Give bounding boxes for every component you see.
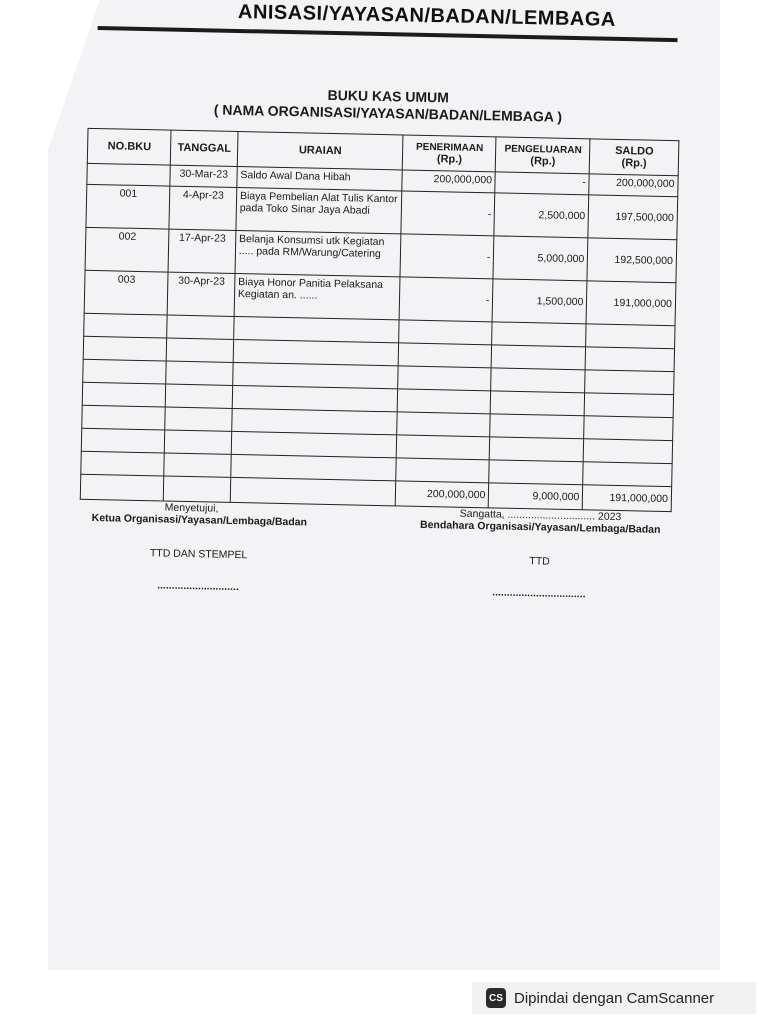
right-signature-block <box>414 507 666 602</box>
total-pengeluaran: 9,000,000 <box>489 483 583 510</box>
total-saldo: 191,000,000 <box>583 485 672 512</box>
opening-tanggal: 30-Mar-23 <box>170 165 237 187</box>
row-pengeluaran: 1,500,000 <box>493 279 588 324</box>
header-penerimaan-label: PENERIMAAN <box>415 141 484 154</box>
left-signature-line: ............................ <box>157 579 239 594</box>
header-tanggal: TANGGAL <box>171 130 238 166</box>
row-penerimaan: - <box>400 277 494 322</box>
row-penerimaan: - <box>400 234 494 279</box>
right-signer-title-text: Bendahara Organisasi/Yayasan/Lembaga/Badan <box>419 518 661 536</box>
opening-saldo: 200,000,000 <box>589 174 678 197</box>
camscanner-logo-icon: CS <box>486 988 506 1008</box>
header-uraian: URAIAN <box>237 131 403 169</box>
right-signature-line: ................................ <box>492 586 586 601</box>
left-signature-block <box>78 500 320 595</box>
header-pengeluaran-label: PENGELUARAN <box>504 143 582 156</box>
right-signature-note: TTD <box>529 555 550 568</box>
document-header: ANISASI/YAYASAN/BADAN/LEMBAGA <box>237 0 617 31</box>
document-subtitle: ( NAMA ORGANISASI/YAYASAN/BADAN/LEMBAGA ) <box>213 101 563 125</box>
row-pengeluaran: 2,500,000 <box>494 193 589 238</box>
right-place-date: Sangatta, .............................. 2023 <box>459 507 622 524</box>
header-pengeluaran <box>496 137 591 174</box>
bku-table <box>80 128 680 512</box>
row-no: 002 <box>85 227 169 272</box>
header-saldo <box>590 139 679 176</box>
row-pengeluaran: 5,000,000 <box>493 236 588 281</box>
total-penerimaan: 200,000,000 <box>396 481 490 508</box>
row-uraian: Biaya Honor Panitia Pelaksana Kegiatan an. ...... <box>234 273 400 319</box>
row-uraian: Belanja Konsumsi utk Kegiatan ..... pada RM/Warung/Catering <box>235 230 401 276</box>
left-signer-title-text: Ketua Organisasi/Yayasan/Lembaga/Badan <box>91 512 308 529</box>
left-signature-note: TTD DAN STEMPEL <box>149 547 248 562</box>
opening-penerimaan: 200,000,000 <box>402 170 495 193</box>
left-approval-label: Menyetujui, <box>164 501 219 515</box>
opening-uraian: Saldo Awal Dana Hibah <box>237 166 403 190</box>
row-tanggal: 30-Apr-23 <box>168 272 235 316</box>
document-title: BUKU KAS UMUM <box>327 86 450 106</box>
row-saldo: 192,500,000 <box>587 238 676 283</box>
header-saldo-label: SALDO <box>615 144 654 158</box>
row-uraian: Biaya Pembelian Alat Tulis Kantor pada Toko Sinar Jaya Abadi <box>236 187 402 233</box>
row-saldo: 191,000,000 <box>586 281 675 326</box>
row-tanggal: 17-Apr-23 <box>169 229 236 273</box>
header-penerimaan <box>403 135 497 172</box>
opening-pengeluaran: - <box>495 172 589 195</box>
scanner-watermark-text: Dipindai dengan CamScanner <box>514 989 715 1007</box>
row-penerimaan: - <box>401 191 495 236</box>
header-penerimaan-unit: (Rp.) <box>436 152 463 166</box>
row-no: 003 <box>84 270 168 315</box>
row-no: 001 <box>86 184 170 229</box>
row-saldo: 197,500,000 <box>588 195 677 240</box>
header-pengeluaran-unit: (Rp.) <box>530 154 556 168</box>
scanner-watermark <box>472 982 756 1014</box>
header-no: NO.BKU <box>87 128 171 165</box>
row-tanggal: 4-Apr-23 <box>169 186 236 230</box>
header-saldo-unit: (Rp.) <box>621 157 647 170</box>
